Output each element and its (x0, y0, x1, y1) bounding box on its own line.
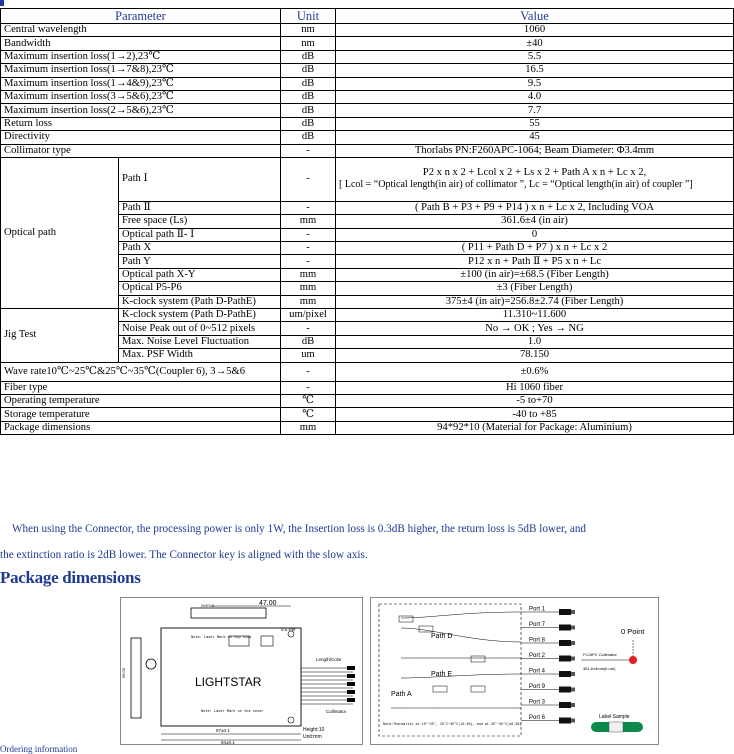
value-cell: 375±4 (in air)=256.8±2.74 (Fiber Length) (336, 295, 734, 308)
port-label: Port 7 (529, 622, 546, 628)
zero-point-marker (629, 656, 637, 664)
port-label: Port 8 (529, 637, 546, 644)
table-row (1, 64, 734, 77)
value-cell: 94*92*10 (Material for Package: Aluminium) (336, 421, 734, 434)
schematic-note: Note:Thermaltic at 10°~25°, 25°C~35°C(≤0.3%), and at 25°~35°C(≤0.3%) (383, 723, 522, 727)
port-label: Port 3 (529, 699, 546, 706)
port-ferrule-icon (571, 703, 575, 707)
param-cell: Optical path X-Y (119, 268, 281, 281)
param-cell: Max. PSF Width (119, 349, 281, 362)
value-cell: 7.7 (336, 104, 734, 117)
connector-note-line2: the extinction ratio is 2dB lower. The Connector key is aligned with the slow axis. (0, 549, 368, 561)
ref-label: 0.5 Ref (281, 627, 296, 632)
port-label: Port 2 (529, 653, 546, 659)
param-cell: Fiber type (1, 381, 281, 394)
unit-cell: um (281, 349, 336, 362)
header-unit: Unit (281, 9, 336, 24)
table-row (1, 381, 734, 394)
param-cell: Collimator type (1, 144, 281, 157)
unit-cell: dB (281, 64, 336, 77)
unit-cell: mm (281, 282, 336, 295)
port-ferrule-icon (571, 610, 575, 614)
path-1-formula: P2 x n x 2 + Lcol x 2 + Ls x 2 + Path A x n + Lc x 2, (422, 167, 647, 179)
value-cell: Hi 1060 fiber (336, 381, 734, 394)
param-cell: K-clock system (Path D-PathE) (119, 295, 281, 308)
path-e-label: Path E (431, 671, 453, 678)
unit-cell: - (281, 201, 336, 214)
unit-cell: ℃ (281, 408, 336, 421)
value-cell: 45 (336, 131, 734, 144)
unit-cell: - (281, 362, 336, 381)
port-connector-icon (559, 656, 571, 662)
unit-cell: - (281, 255, 336, 268)
header-value: Value (336, 9, 734, 24)
connector-note-line1: When using the Connector, the processing power is only 1W, the Insertion loss is 0.3dB higher, the return loss is 5dB lower, and (12, 523, 587, 535)
unit-cell: dB (281, 50, 336, 63)
param-cell: Wave rate10℃~25℃&25℃~35℃(Coupler 6), 3→5&6 (1, 362, 281, 381)
port-ferrule-icon (571, 657, 575, 661)
value-cell: ±0.6% (336, 362, 734, 381)
unit-cell: dB (281, 77, 336, 90)
port-label: Port 4 (529, 668, 546, 675)
package-drawing (120, 597, 363, 745)
unit-cell: mm (281, 268, 336, 281)
dim-top: 47.00 (259, 600, 277, 607)
port-connector-icon (559, 687, 571, 693)
value-cell (336, 157, 734, 201)
group-optical-path: Optical path (1, 157, 119, 308)
param-cell: Noise Peak out of 0~512 pixels (119, 322, 281, 335)
path-d-label: Path D (431, 633, 453, 640)
table-row (1, 24, 734, 37)
unit-cell: - (281, 322, 336, 335)
height-note: Height:10 (303, 727, 325, 733)
table-row (1, 362, 734, 381)
unit-cell: - (281, 228, 336, 241)
table-row (1, 131, 734, 144)
spec-table (0, 8, 734, 435)
free-space-label: 361.6±4mm(in air) (583, 666, 616, 671)
value-cell: 1.0 (336, 335, 734, 348)
param-cell: Operating temperature (1, 394, 281, 407)
value-cell: 55 (336, 117, 734, 130)
value-cell: 0 (336, 228, 734, 241)
port-connector-icon (559, 609, 571, 615)
port-ferrule-icon (571, 688, 575, 692)
group-jig-test: Jig Test (1, 309, 119, 363)
port-connector-icon (559, 671, 571, 677)
value-cell: 78.150 (336, 349, 734, 362)
top-note: Note: Laser Mark on top side (191, 636, 252, 640)
unit-cell: mm (281, 215, 336, 228)
param-cell: Bandwidth (1, 37, 281, 50)
header-parameter: Parameter (1, 9, 281, 24)
value-cell: 361.6±4 (in air) (336, 215, 734, 228)
table-row (1, 50, 734, 63)
unit-cell: ℃ (281, 394, 336, 407)
table-row (1, 90, 734, 103)
param-cell: Optical P5-P6 (119, 282, 281, 295)
table-row (1, 77, 734, 90)
path-a-label: Path A (391, 691, 412, 698)
label-sample: Label Sample (599, 714, 630, 720)
unit-cell: - (281, 144, 336, 157)
param-cell: Directivity (1, 131, 281, 144)
unit-cell: - (281, 157, 336, 201)
param-cell: Maximum insertion loss(1→4&9),23℃ (1, 77, 281, 90)
value-cell: 11.310~11.600 (336, 309, 734, 322)
zero-point-label: 0 Point (621, 627, 645, 636)
param-cell: Package dimensions (1, 421, 281, 434)
param-cell: Path Ⅰ (119, 157, 281, 201)
param-cell: Free space (Ls) (119, 215, 281, 228)
value-cell: -5 to+70 (336, 394, 734, 407)
collimator-label-right: FC/APC Collimator (583, 652, 617, 657)
bottom-note: Note: Laser Mark on the cover (201, 710, 264, 714)
dim-side: 96.00 (121, 667, 126, 678)
unit-cell: nm (281, 24, 336, 37)
value-cell: ( Path B + P3 + P9 + P14 ) x n + Lc x 2, Including VOA (336, 201, 734, 214)
value-cell: -40 to +85 (336, 408, 734, 421)
param-cell: Storage temperature (1, 408, 281, 421)
table-header-row (1, 9, 734, 24)
unit-cell: mm (281, 295, 336, 308)
package-drawing-svg (121, 598, 362, 744)
path-1-note: [ Lcol = “Optical length(in air) of collimator ”, Lc = “Optical length(in air) of coupler ”] (339, 179, 693, 191)
param-cell: K-clock system (Path D-PathE) (119, 309, 281, 322)
port-label: Port 9 (529, 684, 546, 690)
section-marker (0, 0, 4, 6)
unit-cell: dB (281, 131, 336, 144)
unit-cell: - (281, 381, 336, 394)
value-cell: ( P11 + Path D + P7 ) x n + Lc x 2 (336, 242, 734, 255)
table-row (1, 157, 734, 201)
param-cell: Path X (119, 242, 281, 255)
param-cell: Return loss (1, 117, 281, 130)
table-row (1, 309, 734, 322)
length-color-label: Length/Color (316, 657, 342, 662)
param-cell: Path Ⅱ (119, 201, 281, 214)
section-heading: Package dimensions (0, 568, 141, 587)
value-cell: 1060 (336, 24, 734, 37)
brand-text: LIGHTSTAR (195, 675, 262, 689)
table-row (1, 37, 734, 50)
optical-schematic (370, 597, 659, 745)
unit-cell: mm (281, 421, 336, 434)
table-row (1, 144, 734, 157)
port-label: Port 1 (529, 606, 546, 613)
param-cell: Maximum insertion loss(2→5&6),23℃ (1, 104, 281, 117)
port-ferrule-icon (571, 626, 575, 630)
value-cell: P12 x n + Path Ⅱ + P5 x n + Lc (336, 255, 734, 268)
hole-label: 2xΦ3.3 (201, 603, 214, 608)
table-row (1, 104, 734, 117)
port-ferrule-icon (571, 672, 575, 676)
dim-bottom-1: 87±0.1 (216, 728, 230, 733)
value-cell: 16.5 (336, 64, 734, 77)
unit-cell: um/pixel (281, 309, 336, 322)
param-cell: Maximum insertion loss(3→5&6),23℃ (1, 90, 281, 103)
table-row (1, 117, 734, 130)
value-cell: ±3 (Fiber Length) (336, 282, 734, 295)
port-ferrule-icon (571, 719, 575, 723)
unit-cell: dB (281, 104, 336, 117)
port-label: Port 6 (529, 715, 546, 721)
table-row (1, 394, 734, 407)
value-cell: 9.5 (336, 77, 734, 90)
param-cell: Maximum insertion loss(1→7&8),23℃ (1, 64, 281, 77)
value-cell: No → OK ; Yes → NG (336, 322, 734, 335)
unit-note: Unit:mm (303, 734, 322, 740)
value-cell: 5.5 (336, 50, 734, 63)
unit-cell: dB (281, 90, 336, 103)
unit-cell: dB (281, 335, 336, 348)
value-cell: ±100 (in air)=±68.5 (Fiber Length) (336, 268, 734, 281)
port-connector-icon (559, 718, 571, 724)
port-connector-icon (559, 640, 571, 646)
param-cell: Optical path Ⅱ- Ⅰ (119, 228, 281, 241)
param-cell: Path Y (119, 255, 281, 268)
unit-cell: - (281, 242, 336, 255)
port-connector-icon (559, 702, 571, 708)
value-cell: ±40 (336, 37, 734, 50)
unit-cell: nm (281, 37, 336, 50)
port-ferrule-icon (571, 641, 575, 645)
port-connector-icon (559, 625, 571, 631)
value-cell: Thorlabs PN:F260APC-1064; Beam Diameter: Φ3.4mm (336, 144, 734, 157)
collimator-label: Collimator (326, 709, 347, 714)
dim-bottom-2: 94±0.1 (221, 740, 235, 744)
table-row (1, 421, 734, 434)
table-row (1, 408, 734, 421)
next-section-cut: Ordering information (0, 744, 78, 754)
param-cell: Max. Noise Level Fluctuation (119, 335, 281, 348)
param-cell: Maximum insertion loss(1→2),23℃ (1, 50, 281, 63)
value-cell: 4.0 (336, 90, 734, 103)
unit-cell: dB (281, 117, 336, 130)
optical-schematic-svg (371, 598, 658, 744)
param-cell: Central wavelength (1, 24, 281, 37)
